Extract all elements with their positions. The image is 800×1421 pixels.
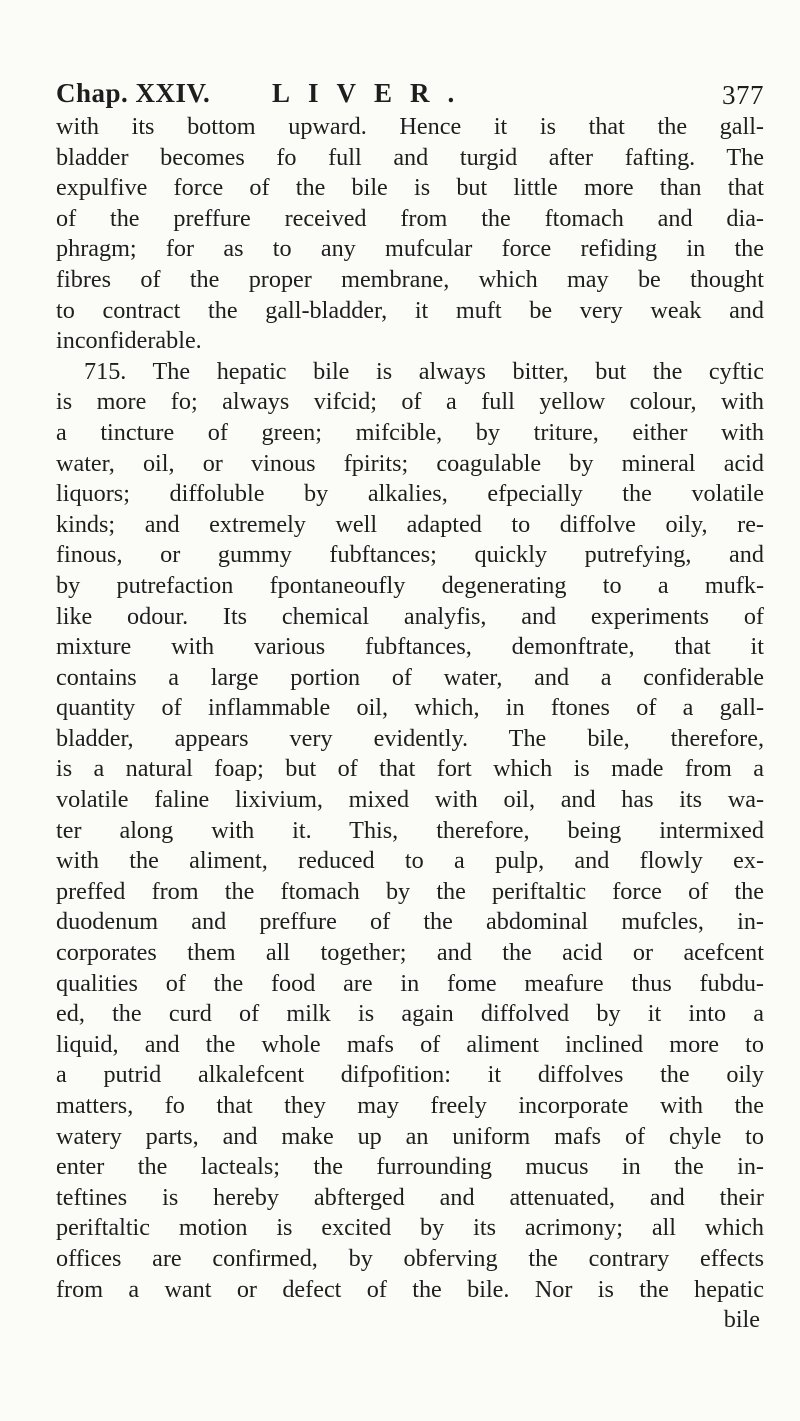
text-line: expulfive force of the bile is but little more than that	[56, 174, 764, 202]
text-line: to contract the gall-bladder, it muft be very weak and	[56, 296, 764, 324]
text-line: kinds; and extremely well adapted to diffolve oily, re-	[56, 510, 764, 538]
text-line: ter along with it. This, therefore, being intermixed	[56, 816, 764, 844]
catchword: bile	[723, 1306, 760, 1334]
text-line: inconfiderable.	[56, 327, 202, 355]
text-line: is a natural foap; but of that fort which is made from a	[56, 755, 764, 783]
text-line: by putrefaction fpontaneoufly degenerating to a mufk-	[56, 571, 764, 599]
text-line: with the aliment, reduced to a pulp, and flowly ex-	[56, 847, 764, 875]
text-line: quantity of inflammable oil, which, in ftones of a gall-	[56, 694, 764, 722]
text-line: of the preffure received from the ftomach and dia-	[56, 204, 764, 232]
text-line: fibres of the proper membrane, which may be thought	[56, 265, 764, 293]
text-line: duodenum and preffure of the abdominal mufcles, in-	[56, 908, 764, 936]
text-line: liquid, and the whole mafs of aliment inclined more to	[56, 1030, 764, 1058]
text-line: contains a large portion of water, and a confiderable	[56, 663, 764, 691]
text-line: matters, fo that they may freely incorporate with the	[56, 1092, 764, 1119]
text-line: a putrid alkalefcent difpofition: it diffolves the oily	[56, 1061, 764, 1089]
text-line: bladder becomes fo full and turgid after fafting. The	[56, 143, 764, 171]
text-line: offices are confirmed, by obferving the contrary effects	[56, 1244, 764, 1272]
text-line: enter the lacteals; the furrounding mucus in the in-	[56, 1153, 764, 1181]
text-line: watery parts, and make up an uniform mafs of chyle to	[56, 1122, 764, 1150]
text-line: from a want or defect of the bile. Nor is the hepatic	[56, 1275, 764, 1303]
text-line: ed, the curd of milk is again diffolved by it into a	[56, 1000, 764, 1028]
text-line: periftaltic motion is excited by its acrimony; all which	[56, 1214, 764, 1242]
text-line: finous, or gummy fubftances; quickly putrefying, and	[56, 541, 764, 569]
text-line: bladder, appears very evidently. The bile, therefore,	[56, 724, 764, 752]
text-line: water, oil, or vinous fpirits; coagulable by mineral acid	[56, 449, 764, 477]
text-line: phragm; for as to any mufcular force refiding in the	[56, 235, 764, 263]
text-line: is more fo; always vifcid; of a full yellow colour, with	[56, 388, 764, 416]
page-number: 377	[722, 80, 764, 110]
text-line: volatile faline lixivium, mixed with oil, and has its wa-	[56, 786, 764, 814]
page-title: LIVER.	[272, 78, 473, 108]
text-line: preffed from the ftomach by the periftaltic force of the	[56, 877, 764, 905]
paragraph-start-line: 715. The hepatic bile is always bitter, but the cyftic	[84, 357, 764, 385]
text-line: corporates them all together; and the acid or acefcent	[56, 939, 764, 967]
text-line: with its bottom upward. Hence it is that the gall-	[56, 113, 764, 140]
text-line: teftines is hereby abfterged and attenuated, and their	[56, 1183, 764, 1211]
text-line: a tincture of green; mifcible, by triture, either with	[56, 418, 764, 446]
text-line: mixture with various fubftances, demonftrate, that it	[56, 633, 764, 661]
text-line: qualities of the food are in fome meafure thus fubdu-	[56, 969, 764, 997]
text-line: like odour. Its chemical analyfis, and experiments of	[56, 602, 764, 630]
body-text	[56, 112, 764, 1336]
chapter-label: Chap. XXIV.	[56, 78, 211, 108]
text-line: liquors; diffoluble by alkalies, efpecially the volatile	[56, 480, 764, 508]
